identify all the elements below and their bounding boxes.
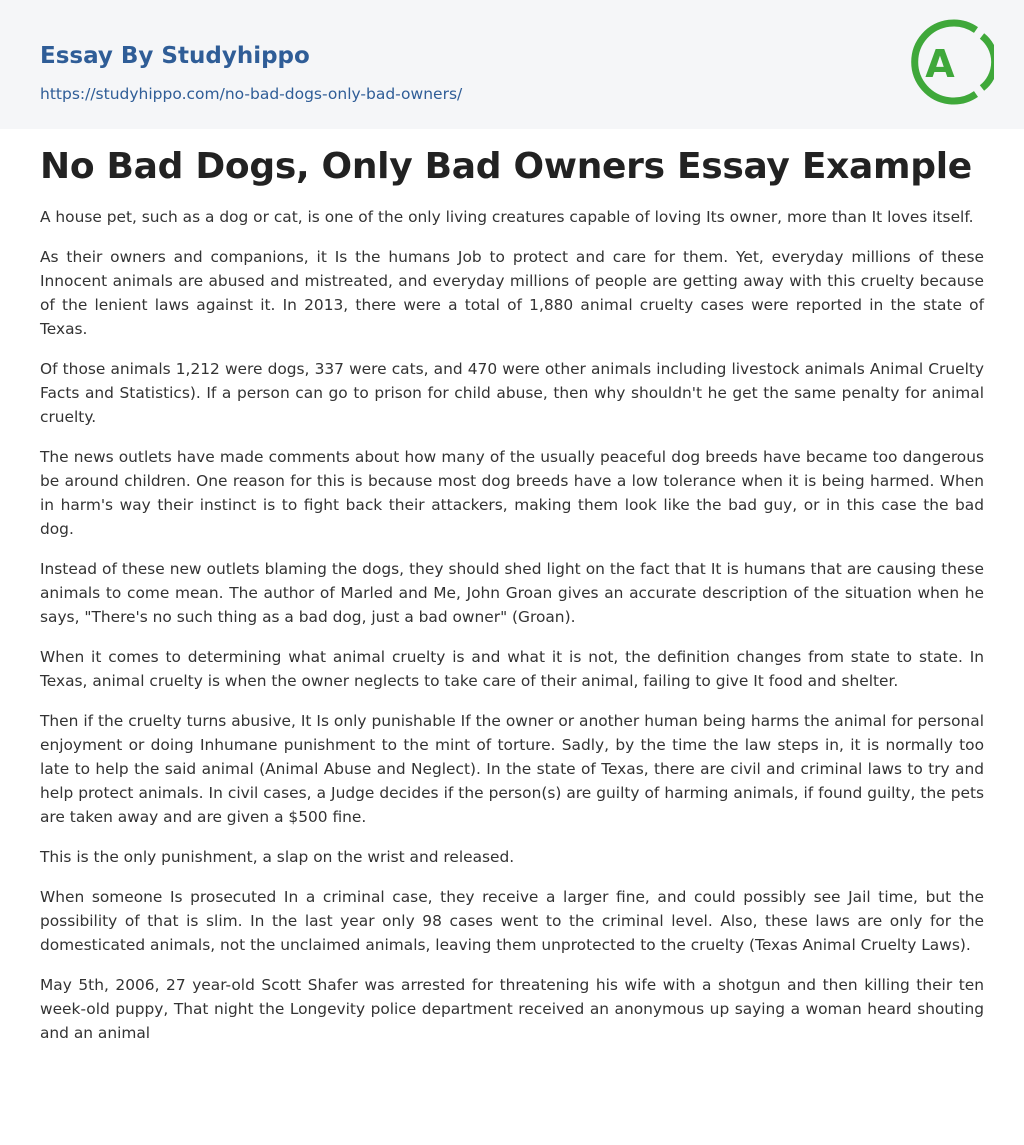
page-url-link[interactable]: https://studyhippo.com/no-bad-dogs-only-bad-owners/ bbox=[40, 85, 463, 103]
article bbox=[40, 140, 984, 1061]
paragraph: May 5th, 2006, 27 year-old Scott Shafer was arrested for threatening his wife with a shotgun and then killing their ten week-old puppy, That night the Longevity police department received an anonymous up saying a woman heard shouting and an animal bbox=[40, 976, 984, 1042]
paragraph: Of those animals 1,212 were dogs, 337 were cats, and 470 were other animals including livestock animals Animal Cruelty Facts and Statistics). If a person can go to prison for child abuse, then why shouldn't he get the same penalty for animal cruelty. bbox=[40, 360, 984, 426]
paragraph: This is the only punishment, a slap on the wrist and released. bbox=[40, 848, 515, 866]
site-header bbox=[0, 0, 1024, 129]
paragraph: A house pet, such as a dog or cat, is one of the only living creatures capable of loving Its owner, more than It loves itself. bbox=[40, 208, 974, 226]
logo-letter: A bbox=[925, 42, 955, 86]
article-title: No Bad Dogs, Only Bad Owners Essay Example bbox=[40, 146, 972, 187]
paragraph: Instead of these new outlets blaming the dogs, they should shed light on the fact that It is humans that are causing these animals to come mean. The author of Marled and Me, John Groan gives an accurate description of the situation when he says, "There's no such thing as a bad dog, just a bad owner" (Groan). bbox=[40, 560, 984, 626]
paragraph: When someone Is prosecuted In a criminal case, they receive a larger fine, and could possibly see Jail time, but the possibility of that is slim. In the last year only 98 cases went to the criminal level. Also, these laws are only for the domesticated animals, not the unclaimed animals, leaving them unprotected to the cruelty (Texas Animal Cruelty Laws). bbox=[40, 888, 984, 954]
site-brand[interactable]: Essay By Studyhippo bbox=[40, 43, 310, 69]
paragraph: The news outlets have made comments about how many of the usually peaceful dog breeds have became too dangerous be around children. One reason for this is because most dog breeds have a low tolerance when it is being harmed. When in harm's way their instinct is to fight back their attackers, making them look like the bad guy, or in this case the bad dog. bbox=[40, 448, 984, 538]
paragraph: As their owners and companions, it Is the humans Job to protect and care for them. Yet, everyday millions of these Innocent animals are abused and mistreated, and everyday millions of people are getting away with this cruelty because of the lenient laws against it. In 2013, there were a total of 1,880 animal cruelty cases were reported in the state of Texas. bbox=[40, 248, 984, 338]
paragraph: When it comes to determining what animal cruelty is and what it is not, the definition changes from state to state. In Texas, animal cruelty is when the owner neglects to take care of their animal, failing to give It food and shelter. bbox=[40, 648, 984, 690]
paragraph: Then if the cruelty turns abusive, It Is only punishable If the owner or another human being harms the animal for personal enjoyment or doing Inhumane punishment to the mint of torture. Sadly, by the time the law steps in, it is normally too late to help the said animal (Animal Abuse and Neglect). In the state of Texas, there are civil and criminal laws to try and help protect animals. In civil cases, a Judge decides if the person(s) are guilty of harming animals, if found guilty, the pets are taken away and are given a $500 fine. bbox=[40, 712, 984, 826]
studyhippo-logo-icon[interactable] bbox=[904, 14, 994, 110]
